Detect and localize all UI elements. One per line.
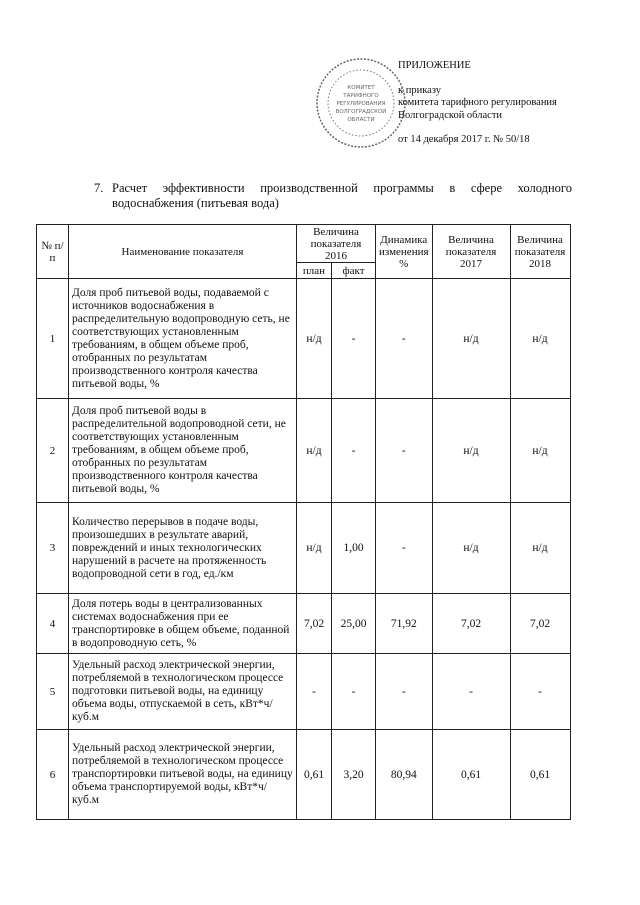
efficiency-table	[36, 224, 571, 820]
row-2018: 7,02	[510, 594, 570, 654]
header-fact: факт	[332, 263, 376, 279]
row-plan: н/д	[297, 279, 332, 399]
section-title: Расчет эффективности производственной программы в сфере холодного водоснабжения (питьевая вода)	[112, 181, 572, 210]
header-plan: план	[297, 263, 332, 279]
row-plan: 7,02	[297, 594, 332, 654]
table-row	[37, 279, 571, 399]
row-2017: н/д	[432, 399, 510, 503]
row-name: Доля потерь воды в централизованных системах водоснабжения при ее транспортировке в общем объеме, поданной в водопроводную сеть, %	[69, 594, 297, 654]
table-row	[37, 399, 571, 503]
row-name: Доля проб питьевой воды в распределительной водопроводной сети, не соответствующих установленным требованиям, в общем объеме проб, отобранных по результатам производственного контроля качества питьевой воды, %	[69, 399, 297, 503]
row-num: 1	[37, 279, 69, 399]
row-dynamics: -	[376, 503, 433, 594]
stamp-line-3: РЕГУЛИРОВАНИЯ	[336, 101, 386, 107]
row-fact: 1,00	[332, 503, 376, 594]
row-num: 6	[37, 730, 69, 820]
appendix-region: Волгоградской области	[398, 109, 503, 121]
header-dynamics: Динамика изменения %	[376, 225, 433, 279]
table-row	[37, 594, 571, 654]
row-dynamics: 80,94	[376, 730, 433, 820]
row-fact: 25,00	[332, 594, 376, 654]
appendix-committee: комитета тарифного регулирования	[398, 97, 557, 108]
row-dynamics: -	[376, 399, 433, 503]
table-row	[37, 654, 571, 730]
table-row	[37, 503, 571, 594]
appendix-date: от 14 декабря 2017 г. № 50/18	[398, 134, 530, 145]
row-fact: -	[332, 279, 376, 399]
row-2017: 0,61	[432, 730, 510, 820]
appendix-order: к приказу	[398, 84, 441, 96]
row-num: 4	[37, 594, 69, 654]
row-2018: 0,61	[510, 730, 570, 820]
appendix-title: ПРИЛОЖЕНИЕ	[398, 60, 471, 71]
row-plan: н/д	[297, 399, 332, 503]
row-plan: -	[297, 654, 332, 730]
official-stamp	[314, 56, 408, 150]
row-num: 2	[37, 399, 69, 503]
appendix-header	[398, 60, 557, 147]
row-2017: н/д	[432, 503, 510, 594]
stamp-line-4: ВОЛГОГРАДСКОЙ	[335, 109, 387, 115]
row-name: Удельный расход электрической энергии, потребляемой в технологическом процессе транспортировки питьевой воды, на единицу объема транспортируемой воды, кВт*ч/куб.м	[69, 730, 297, 820]
row-num: 3	[37, 503, 69, 594]
section-number: 7.	[94, 181, 104, 195]
table-row	[37, 730, 571, 820]
stamp-line-5: ОБЛАСТИ	[347, 117, 375, 123]
row-2018: -	[510, 654, 570, 730]
row-name: Удельный расход электрической энергии, потребляемой в технологическом процессе подготовки питьевой воды, на единицу объема воды, отпускаемой в сеть, кВт*ч/куб.м	[69, 654, 297, 730]
header-name: Наименование показателя	[69, 225, 297, 279]
header-value-2017: Величина показателя 2017	[432, 225, 510, 279]
row-dynamics: -	[376, 654, 433, 730]
row-fact: -	[332, 654, 376, 730]
row-2018: н/д	[510, 279, 570, 399]
row-num: 5	[37, 654, 69, 730]
row-plan: н/д	[297, 503, 332, 594]
row-name: Количество перерывов в подаче воды, произошедших в результате аварий, повреждений и иных технологических нарушений в расчете на протяженность водопроводной сети в год, ед./км	[69, 503, 297, 594]
stamp-line-2: ТАРИФНОГО	[343, 93, 379, 99]
row-2018: н/д	[510, 399, 570, 503]
row-fact: 3,20	[332, 730, 376, 820]
row-2017: н/д	[432, 279, 510, 399]
header-num: № п/п	[37, 225, 69, 279]
stamp-line-1: КОМИТЕТ	[347, 85, 375, 91]
row-dynamics: 71,92	[376, 594, 433, 654]
section-heading	[94, 181, 572, 211]
header-value-2016: Величина показателя 2016	[297, 225, 376, 263]
row-2017: -	[432, 654, 510, 730]
row-fact: -	[332, 399, 376, 503]
header-value-2018: Величина показателя 2018	[510, 225, 570, 279]
row-2018: н/д	[510, 503, 570, 594]
row-name: Доля проб питьевой воды, подаваемой с источников водоснабжения в распределительную водопроводную сеть, не соответствующих установленным требованиям, в общем объеме проб, отобранных по результатам производственного контроля качества питьевой воды, %	[69, 279, 297, 399]
row-dynamics: -	[376, 279, 433, 399]
row-2017: 7,02	[432, 594, 510, 654]
row-plan: 0,61	[297, 730, 332, 820]
